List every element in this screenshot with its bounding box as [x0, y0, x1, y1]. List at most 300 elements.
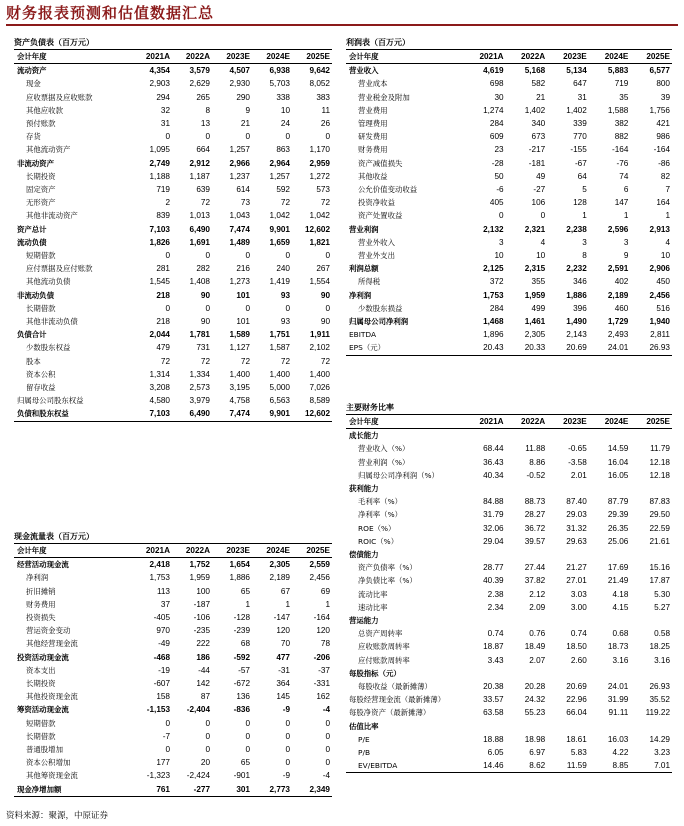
table-header-row: [14, 50, 332, 64]
cell-value: 119.22: [645, 708, 670, 718]
table-row: [14, 730, 332, 743]
cell-value: 1,826: [149, 237, 170, 247]
row-label: 营业费用: [358, 105, 388, 115]
cell-value: 639: [196, 185, 210, 195]
cell-value: 72: [280, 356, 290, 366]
row-label: 其他收益: [358, 171, 388, 181]
row-label: 营业收入: [349, 66, 379, 76]
column-header-year: 2024E: [589, 50, 631, 64]
cell-value: 1,400: [229, 369, 250, 379]
row-label: 其他筹资现金流: [26, 771, 78, 781]
cell-value: 6,563: [269, 396, 290, 406]
cell-value: 1,095: [149, 145, 170, 155]
income-statement-table: [346, 49, 672, 356]
cell-value: -164: [611, 145, 629, 155]
column-header-year: 2025E: [292, 544, 332, 558]
cell-value: 1: [285, 599, 290, 609]
table-row: [346, 442, 672, 455]
table-row: [14, 769, 332, 782]
cell-value: 355: [531, 277, 546, 287]
cell-value: 6,938: [269, 66, 290, 76]
row-label: 财务费用: [26, 599, 56, 609]
cell-value: [547, 429, 589, 443]
row-label: 流动资产: [17, 66, 47, 76]
cell-value: 2.38: [487, 589, 504, 599]
cell-value: 8,589: [309, 396, 330, 406]
cell-value: 78: [320, 639, 330, 649]
cell-value: 12.18: [649, 457, 670, 467]
cell-value: 1,756: [649, 105, 670, 115]
cell-value: 8.62: [506, 759, 548, 773]
cell-value: 2: [165, 198, 170, 208]
cell-value: [630, 548, 672, 561]
table-row: [14, 651, 332, 664]
cell-value: 1,468: [483, 317, 504, 327]
page-title: 财务报表预测和估值数据汇总: [6, 4, 215, 22]
column-header-label: 会计年度: [346, 50, 464, 64]
cell-value: 8.86: [529, 457, 546, 467]
cell-value: 2,238: [566, 224, 587, 234]
cell-value: 1,896: [483, 330, 504, 340]
cell-value: -147: [273, 613, 290, 623]
cell-value: 1,911: [309, 330, 330, 340]
table-row: [14, 117, 332, 130]
cell-value: 0: [285, 758, 290, 768]
cell-value: 21: [240, 119, 250, 129]
cell-value: 1,589: [229, 330, 250, 340]
cell-value: -3.58: [568, 457, 587, 467]
table-row: [14, 585, 332, 598]
ratios-title: 主要财务比率: [346, 403, 394, 412]
table-row: [14, 223, 332, 236]
cell-value: 1,013: [189, 211, 210, 221]
table-row: [346, 614, 672, 627]
cell-value: -206: [313, 652, 330, 662]
cell-value: 8: [205, 105, 210, 115]
cell-value: 0: [205, 731, 210, 741]
cell-value: 2,559: [309, 560, 330, 570]
cell-value: -405: [153, 613, 170, 623]
row-label: 负债合计: [17, 330, 47, 340]
row-label: 预付账款: [26, 119, 56, 129]
cell-value: 1,408: [189, 277, 210, 287]
row-label: 现金净增加额: [14, 783, 132, 797]
cell-value: -164: [653, 145, 670, 155]
cell-value: 25.06: [607, 536, 629, 546]
balance-sheet-title: 资产负债表（百万元）: [14, 38, 94, 47]
balance-sheet-panel: [14, 37, 332, 422]
cell-value: 0.74: [570, 629, 587, 639]
cell-value: 1,272: [309, 171, 330, 181]
row-label: 留存收益: [26, 383, 56, 393]
cell-value: [589, 482, 631, 495]
cell-value: 65: [240, 758, 250, 768]
cell-value: -164: [313, 613, 330, 623]
row-label: 营业税金及附加: [358, 92, 410, 102]
cell-value: 7,474: [229, 224, 250, 234]
cell-value: 2,143: [566, 330, 587, 340]
cell-value: 142: [196, 679, 210, 689]
cell-value: 1,751: [269, 330, 290, 340]
cell-value: 3.00: [570, 602, 587, 612]
cell-value: [630, 614, 672, 627]
table-row: [14, 624, 332, 637]
cell-value: 761: [132, 783, 172, 797]
cell-value: 986: [656, 132, 670, 142]
cell-value: 3.16: [654, 655, 670, 665]
row-label: 获利能力: [349, 484, 379, 494]
row-label: 速动比率: [358, 602, 388, 612]
cell-value: 162: [316, 692, 330, 702]
cell-value: 1,400: [269, 369, 290, 379]
cell-value: 0: [245, 718, 250, 728]
row-label: 非流动负债: [17, 290, 54, 300]
cell-value: 382: [614, 119, 629, 129]
cell-value: [547, 720, 589, 733]
cell-value: 1,654: [229, 560, 250, 570]
row-label: 财务费用: [358, 145, 388, 155]
cell-value: -2,424: [186, 771, 210, 781]
row-label: 应付账款周转率: [358, 655, 410, 665]
cell-value: 0: [245, 745, 250, 755]
cell-value: 164: [656, 198, 670, 208]
table-row: [14, 262, 332, 275]
cell-value: -1,323: [146, 771, 170, 781]
table-row: [14, 170, 332, 183]
cell-value: 800: [656, 79, 670, 89]
cell-value: 50: [494, 171, 504, 181]
cell-value: 9: [245, 105, 250, 115]
cell-value: 1,042: [309, 211, 330, 221]
cell-value: 18.61: [566, 734, 587, 744]
table-row: [14, 130, 332, 143]
cell-value: [547, 548, 589, 561]
cell-value: 1,400: [309, 369, 330, 379]
cell-value: 3: [582, 237, 587, 247]
cell-value: 11.88: [525, 444, 546, 454]
cell-value: 20.69: [547, 341, 589, 355]
cell-value: 1,959: [524, 290, 546, 300]
row-label: P/B: [358, 748, 371, 758]
cell-value: -4: [322, 771, 330, 781]
row-label: 资产总计: [17, 224, 47, 234]
cell-value: 402: [614, 277, 629, 287]
row-label: 长期投资: [26, 171, 56, 181]
cell-value: 2,321: [524, 224, 546, 234]
row-label: 其他流动资产: [26, 145, 71, 155]
cell-value: 882: [614, 132, 629, 142]
cell-value: 21.61: [649, 536, 670, 546]
cell-value: 93: [280, 317, 290, 327]
cell-value: 284: [489, 303, 504, 313]
row-label: 净负债比率（%）: [358, 576, 417, 586]
table-row: [346, 328, 672, 341]
cell-value: 863: [276, 145, 290, 155]
column-header-year: 2023E: [212, 50, 252, 64]
cell-value: -0.52: [526, 470, 546, 480]
cell-value: 3,579: [189, 66, 210, 76]
table-row: [346, 262, 672, 275]
cell-value: 770: [573, 132, 587, 142]
ratios-panel: [346, 402, 672, 773]
cell-value: 664: [196, 145, 210, 155]
cell-value: 2,189: [269, 573, 290, 583]
cell-value: 87.79: [607, 497, 629, 507]
cell-value: 68.44: [483, 444, 504, 454]
table-row: [14, 637, 332, 650]
cell-value: 1,729: [607, 317, 629, 327]
cell-value: 0: [245, 251, 250, 261]
cell-value: 101: [236, 290, 250, 300]
table-row: [14, 407, 332, 421]
cell-value: 673: [531, 132, 546, 142]
cell-value: 21.27: [566, 563, 587, 573]
cell-value: 1,489: [229, 237, 250, 247]
row-label: 负债和股东权益: [14, 407, 132, 421]
cell-value: 383: [316, 92, 330, 102]
cell-value: -9: [282, 771, 290, 781]
cell-value: 0: [285, 132, 290, 142]
row-label: 资产负债率（%）: [358, 563, 417, 573]
cell-value: 0: [205, 718, 210, 728]
cell-value: 1: [665, 211, 670, 221]
cell-value: 18.49: [524, 642, 546, 652]
row-label: 营业成本: [358, 79, 388, 89]
cell-value: 23: [494, 145, 504, 155]
cell-value: 1,753: [483, 290, 504, 300]
cell-value: 1,274: [483, 105, 504, 115]
cell-value: [464, 548, 506, 561]
cell-value: 0: [325, 758, 330, 768]
cell-value: 73: [240, 198, 250, 208]
cell-value: 11.79: [650, 444, 670, 454]
cell-value: 29.39: [607, 510, 629, 520]
cell-value: 1,127: [229, 343, 250, 353]
row-label: 应收账款周转率: [358, 642, 410, 652]
cell-value: 72: [240, 356, 250, 366]
cell-value: 20.38: [483, 682, 504, 692]
cell-value: 0: [165, 132, 170, 142]
table-row: [346, 733, 672, 746]
row-label: 长期借款: [26, 303, 56, 313]
cell-value: 31: [160, 119, 170, 129]
cell-value: 1,419: [269, 277, 290, 287]
row-label: 营业利润: [349, 224, 379, 234]
cell-value: -836: [233, 705, 250, 715]
column-header-year: 2024E: [252, 50, 292, 64]
cell-value: 1,170: [309, 145, 330, 155]
cell-value: 24.01: [607, 682, 629, 692]
cell-value: 0: [285, 745, 290, 755]
cell-value: 28.27: [524, 510, 546, 520]
cell-value: 106: [531, 198, 546, 208]
cell-value: 1,781: [189, 330, 210, 340]
cell-value: 20: [200, 758, 210, 768]
column-header-year: 2023E: [547, 50, 589, 64]
cell-value: 90: [200, 317, 210, 327]
cell-value: 72: [200, 356, 210, 366]
cell-value: 2,629: [189, 79, 210, 89]
cell-value: 10: [536, 251, 546, 261]
cell-value: 3.43: [487, 655, 504, 665]
cell-value: 647: [573, 79, 587, 89]
cell-value: 1,753: [149, 573, 170, 583]
cell-value: 12,602: [292, 407, 332, 421]
cell-value: 27.44: [524, 563, 546, 573]
table-row: [14, 183, 332, 196]
cell-value: 719: [614, 79, 629, 89]
row-label: 其他经营现金流: [26, 639, 78, 649]
table-row: [14, 275, 332, 288]
cell-value: 30: [494, 92, 504, 102]
row-label: EBITDA: [349, 330, 377, 340]
cell-value: 3: [499, 237, 504, 247]
cell-value: 2,315: [524, 264, 546, 274]
cell-value: 3: [623, 237, 629, 247]
row-label: 营运资金变动: [26, 626, 71, 636]
cell-value: 18.73: [607, 642, 629, 652]
cell-value: [506, 482, 548, 495]
table-row: [346, 170, 672, 183]
cell-value: -0.65: [568, 444, 587, 454]
cell-value: 2,591: [607, 264, 629, 274]
cell-value: 14.46: [464, 759, 506, 773]
cell-value: 120: [276, 626, 290, 636]
row-label: 筹资活动现金流: [17, 705, 69, 715]
cell-value: 91.11: [608, 708, 629, 718]
table-row: [346, 209, 672, 222]
table-row: [14, 703, 332, 716]
cell-value: 24: [280, 119, 290, 129]
row-label: 其他应收款: [26, 105, 63, 115]
table-row: [14, 571, 332, 584]
column-header-year: 2022A: [506, 415, 548, 429]
cell-value: 2,903: [149, 79, 170, 89]
cell-value: -106: [193, 613, 210, 623]
cell-value: 0: [205, 132, 210, 142]
row-label: 非流动资产: [17, 158, 54, 168]
cell-value: 100: [196, 586, 210, 596]
cell-value: 31.99: [607, 695, 629, 705]
cell-value: 282: [196, 264, 210, 274]
cell-value: -155: [570, 145, 587, 155]
column-header-label: 会计年度: [14, 50, 132, 64]
cell-value: 450: [656, 277, 670, 287]
cell-value: 7,103: [149, 224, 170, 234]
cell-value: 18.25: [649, 642, 670, 652]
row-label: 少数股东损益: [358, 303, 403, 313]
row-label: 资产处置收益: [358, 211, 403, 221]
row-label: 投资活动现金流: [17, 652, 69, 662]
cell-value: 27.01: [566, 576, 587, 586]
cell-value: 2,773: [252, 783, 292, 797]
table-row: [346, 104, 672, 117]
table-row: [346, 508, 672, 521]
cell-value: 74: [619, 171, 629, 181]
cell-value: -6: [496, 185, 504, 195]
cell-value: 4,619: [483, 66, 504, 76]
cell-value: 128: [573, 198, 587, 208]
cell-value: 499: [531, 303, 546, 313]
table-row: [14, 598, 332, 611]
table-row: [346, 302, 672, 315]
cell-value: 1,588: [607, 105, 629, 115]
cell-value: 4.22: [612, 748, 629, 758]
cell-value: 87: [200, 692, 210, 702]
cell-value: 37.82: [524, 576, 546, 586]
cell-value: 0.68: [612, 629, 629, 639]
cell-value: 29.50: [649, 510, 670, 520]
cell-value: -28: [491, 158, 504, 168]
cell-value: -44: [198, 665, 210, 675]
row-label: 资本支出: [26, 665, 56, 675]
cell-value: [630, 667, 672, 680]
cell-value: 839: [156, 211, 170, 221]
cell-value: 2,906: [649, 264, 670, 274]
cell-value: 14.29: [649, 734, 670, 744]
table-row: [346, 469, 672, 482]
cell-value: 338: [276, 92, 290, 102]
cell-value: 68: [240, 639, 250, 649]
cell-value: 1,334: [189, 369, 210, 379]
cell-value: 477: [276, 652, 290, 662]
cell-value: 64: [577, 171, 587, 181]
cell-value: 31: [577, 92, 587, 102]
table-row: [14, 104, 332, 117]
row-label: 管理费用: [358, 119, 388, 129]
cell-value: -67: [574, 158, 587, 168]
cell-value: 1,042: [269, 211, 290, 221]
cell-value: 1,490: [566, 317, 587, 327]
cell-value: 29.03: [566, 510, 587, 520]
cell-value: 8,052: [309, 79, 330, 89]
row-label: 短期借款: [26, 718, 56, 728]
row-label: 其他非流动资产: [26, 211, 78, 221]
cell-value: 90: [320, 317, 330, 327]
column-header-year: 2022A: [506, 50, 548, 64]
cell-value: 5,000: [269, 383, 290, 393]
cell-value: 136: [236, 692, 250, 702]
cell-value: -672: [233, 679, 250, 689]
table-row: [346, 693, 672, 706]
cell-value: 158: [156, 692, 170, 702]
table-row: [14, 756, 332, 769]
cell-value: -217: [528, 145, 546, 155]
row-label: 股本: [26, 356, 41, 366]
column-header-year: 2025E: [292, 50, 332, 64]
cell-value: 218: [156, 317, 170, 327]
cash-flow-table: [14, 543, 332, 797]
cell-value: 2,102: [309, 343, 330, 353]
table-row: [14, 249, 332, 262]
cell-value: 970: [156, 626, 170, 636]
cell-value: 6,490: [189, 224, 210, 234]
cell-value: [630, 429, 672, 443]
cell-value: 0.76: [529, 629, 546, 639]
cell-value: 29.63: [566, 536, 587, 546]
cell-value: -2,404: [186, 705, 210, 715]
cell-value: 0: [325, 132, 330, 142]
row-label: 存货: [26, 132, 41, 142]
cell-value: -607: [153, 679, 170, 689]
cell-value: -592: [233, 652, 250, 662]
cell-value: 2.01: [570, 470, 587, 480]
cell-value: 1,752: [189, 560, 210, 570]
cell-value: 16.05: [607, 470, 629, 480]
row-label: 短期借款: [26, 251, 56, 261]
table-row: [346, 429, 672, 443]
cell-value: 0: [245, 303, 250, 313]
